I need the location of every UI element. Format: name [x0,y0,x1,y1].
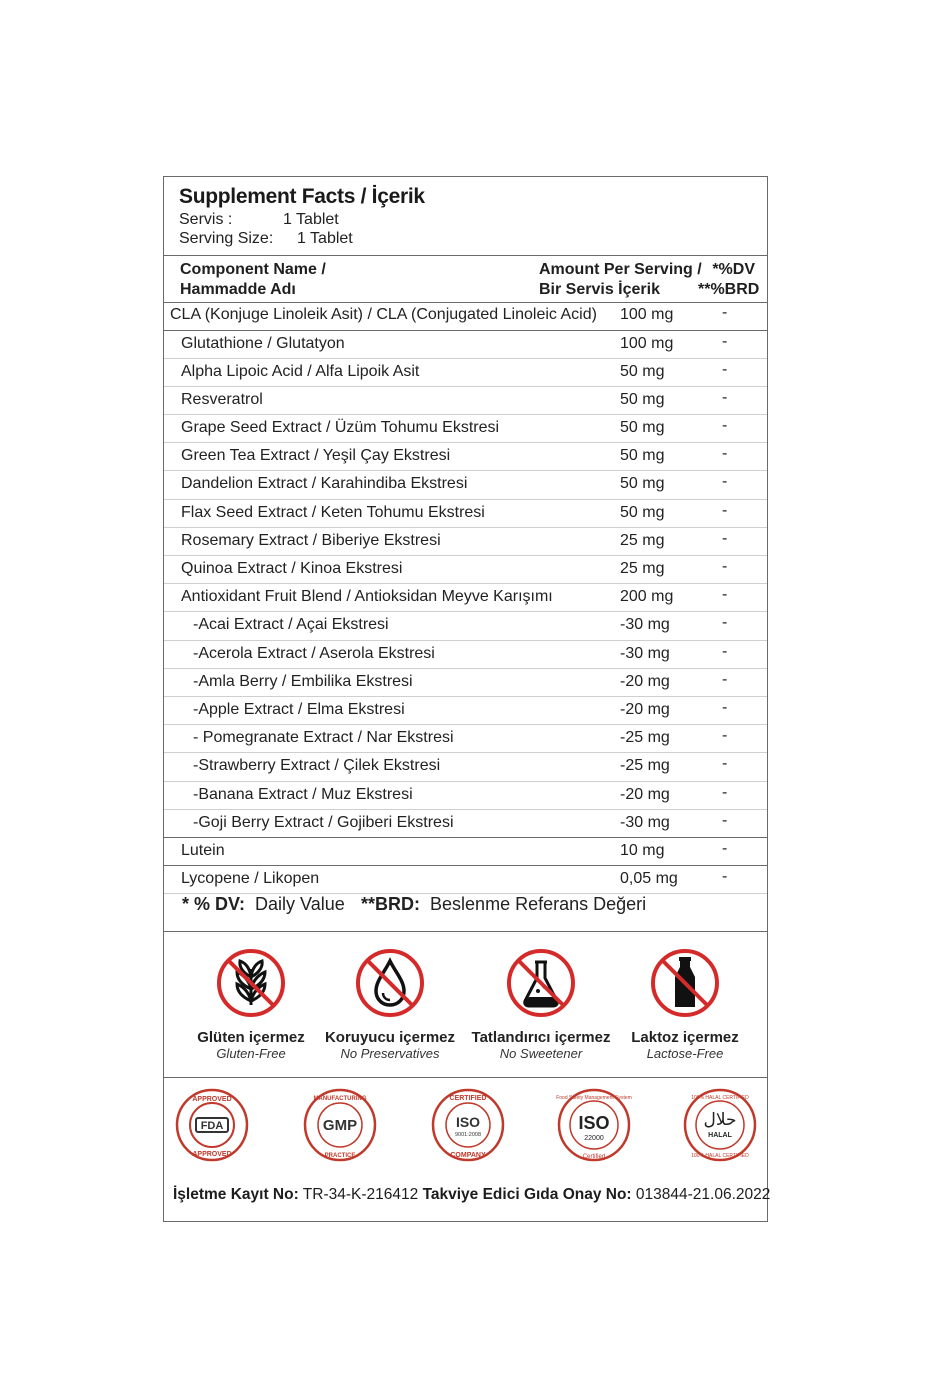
registration-footer [173,1186,770,1204]
table-row [164,387,767,415]
column-dv-line2: **%BRD [698,281,760,298]
legend-brd-key: **BRD: [361,894,421,914]
ingredient-dv: - [722,473,728,491]
halal-seal-icon [682,1087,758,1168]
svg-text:GMP: GMP [322,1117,358,1134]
svg-text:9001:2008: 9001:2008 [455,1132,481,1138]
no-preservatives-icon [354,947,426,1019]
svg-text:ISO: ISO [455,1114,481,1130]
ingredient-name: Rosemary Extract / Biberiye Ekstresi [181,531,441,549]
lactose-free-tr: Laktoz içermez [631,1029,739,1046]
svg-text:Food Safety Management System: Food Safety Management System [556,1095,632,1101]
table-row [164,725,767,753]
approval-value: 013844-21.06.2022 [635,1186,771,1203]
column-name-line2: Hammadde Adı [180,281,296,298]
no-sweetener-icon [505,947,577,1019]
ingredient-name: Quinoa Extract / Kinoa Ekstresi [181,560,403,577]
ingredient-amount: -30 mg [620,813,670,831]
table-row [164,810,767,838]
svg-text:PRACTICE: PRACTICE [324,1153,356,1159]
legend-brd-text: Beslenme Referans Değeri [430,894,647,914]
svg-text:CERTIFIED: CERTIFIED [449,1095,487,1102]
ingredient-dv: - [722,388,728,406]
ingredient-amount: 50 mg [620,390,665,408]
fda-approved-seal-icon [174,1087,250,1168]
table-row [164,415,767,443]
ingredient-name: -Amla Berry / Embilika Ekstresi [193,672,413,690]
ingredient-name: -Goji Berry Extract / Gojiberi Ekstresi [193,813,454,831]
ingredient-dv: - [722,501,728,519]
ingredient-amount: 50 mg [620,362,665,380]
legend [164,881,767,932]
ingredient-name: Lycopene / Likopen [181,870,320,888]
svg-text:ISO: ISO [578,1113,610,1133]
ingredient-name: Flax Seed Extract / Keten Tohumu Ekstresi [181,503,485,521]
lactose-free-en: Lactose-Free [646,1046,724,1061]
ingredient-name: Alpha Lipoic Acid / Alfa Lipoik Asit [181,362,420,380]
ingredient-dv: - [722,586,728,604]
ingredient-name: Lutein [181,841,225,859]
table-row [164,838,767,866]
ingredient-amount: -25 mg [620,757,670,775]
table-row [164,612,767,640]
reg-value: TR-34-K-216412 [302,1186,419,1203]
column-dv-line1: *%DV [712,261,755,278]
table-row [164,753,767,781]
ingredient-dv: - [722,360,728,378]
table-row [164,528,767,556]
ingredient-name: CLA (Konjuge Linoleik Asit) / CLA (Conjugated Linoleic Acid) [170,306,597,323]
ingredient-amount: -25 mg [620,729,670,747]
table-row [164,302,767,331]
ingredient-amount: 50 mg [620,503,665,521]
ingredient-dv: - [722,727,728,745]
svg-text:حلال: حلال [703,1110,737,1130]
column-name-header [180,260,326,300]
no-sweetener-tr: Tatlandırıcı içermez [471,1029,611,1046]
ingredient-dv: - [722,811,728,829]
gluten-free-en: Gluten-Free [216,1046,286,1061]
ingredient-amount: 100 mg [620,306,674,323]
column-dv-header [698,260,760,300]
column-amount-line2: Bir Servis İçerik [539,281,660,298]
column-amount-header [539,260,702,300]
no-preservatives-tr: Koruyucu içermez [324,1029,456,1046]
table-row [164,641,767,669]
ingredient-name: Glutathione / Glutatyon [181,334,345,352]
serving-size-value: 1 Tablet [297,230,353,247]
no-sweetener-badge [466,947,616,1061]
table-row [164,500,767,528]
legend-dv-key: * % DV: [182,894,246,914]
no-gluten-icon [215,947,287,1019]
table-row [164,471,767,499]
ingredient-dv: - [722,332,728,350]
servis-label: Servis : [179,211,233,228]
ingredient-name: -Banana Extract / Muz Ekstresi [193,785,413,803]
table-row [164,697,767,725]
ingredient-dv: - [722,755,728,773]
facts-header [164,177,767,256]
lactose-free-badge [610,947,760,1061]
ingredient-dv: - [722,642,728,660]
table-row [164,359,767,387]
ingredient-amount: -20 mg [620,672,670,690]
no-preservatives-badge [315,947,465,1061]
ingredient-amount: 25 mg [620,531,665,549]
ingredient-dv: - [722,868,728,886]
ingredient-dv: - [722,445,728,463]
approval-label: Takviye Edici Gıda Onay No: [422,1186,632,1203]
ingredient-name: Resveratrol [181,390,263,408]
ingredient-dv: - [722,529,728,547]
gluten-free-tr: Glüten içermez [197,1029,305,1046]
gluten-free-badge [176,947,326,1061]
serving-size-label: Serving Size: [179,230,274,247]
table-row [164,782,767,810]
ingredient-name: -Strawberry Extract / Çilek Ekstresi [193,757,441,775]
ingredient-dv: - [722,839,728,857]
ingredient-name: -Acerola Extract / Aserola Ekstresi [193,644,435,662]
column-name-line1: Component Name / [180,261,326,278]
svg-text:100% HALAL CERTIFIED: 100% HALAL CERTIFIED [691,1153,749,1159]
iso-22000-seal-icon [556,1087,632,1168]
ingredient-amount: 100 mg [620,334,674,352]
ingredient-name: Antioxidant Fruit Blend / Antioksidan Meyve Karışımı [181,588,553,606]
table-row [164,669,767,697]
ingredient-dv: - [722,417,728,435]
svg-text:22000: 22000 [584,1135,604,1142]
certification-seals [164,1077,767,1177]
iso-9001-seal-icon [430,1087,506,1168]
legend-brd [361,894,646,915]
ingredient-dv: - [722,698,728,716]
ingredient-dv: - [722,783,728,801]
ingredient-amount: 25 mg [620,560,665,577]
servis-value: 1 Tablet [283,211,339,228]
svg-text:COMPANY: COMPANY [450,1152,486,1159]
svg-text:Certified: Certified [582,1154,606,1160]
svg-text:MANUFACTURING: MANUFACTURING [313,1096,367,1102]
column-header [164,255,767,303]
ingredient-dv: - [722,670,728,688]
ingredient-amount: 0,05 mg [620,870,678,888]
no-lactose-icon [649,947,721,1019]
ingredient-amount: 200 mg [620,588,674,606]
ingredient-name: -Acai Extract / Açai Ekstresi [193,616,389,634]
page-title: Supplement Facts / İçerik [179,185,425,208]
ingredient-name: - Pomegranate Extract / Nar Ekstresi [193,729,454,747]
svg-text:FDA: FDA [200,1120,224,1132]
servis-row [179,211,339,229]
ingredient-dv: - [722,614,728,632]
svg-text:100% HALAL CERTIFIED: 100% HALAL CERTIFIED [691,1095,749,1101]
no-sweetener-en: No Sweetener [499,1046,583,1061]
serving-size-row [179,230,353,248]
table-row [164,556,767,584]
reg-label: İşletme Kayıt No: [173,1186,299,1203]
ingredient-amount: 50 mg [620,419,665,437]
free-from-icons [164,931,767,1078]
ingredient-amount: -20 mg [620,785,670,803]
table-row [164,443,767,471]
ingredient-name: Dandelion Extract / Karahindiba Ekstresi [181,475,468,493]
svg-text:APPROVED: APPROVED [192,1151,232,1158]
column-amount-line1: Amount Per Serving / [539,261,702,278]
legend-dv-text: Daily Value [255,894,345,914]
ingredient-amount: -20 mg [620,700,670,718]
ingredient-dv: - [722,558,728,575]
supplement-facts-panel [163,176,771,1222]
table-row [164,584,767,612]
ingredient-amount: 10 mg [620,841,665,859]
no-preservatives-en: No Preservatives [340,1046,440,1061]
ingredient-table [164,302,767,894]
svg-text:HALAL: HALAL [708,1132,732,1139]
svg-text:APPROVED: APPROVED [192,1096,232,1103]
ingredient-amount: 50 mg [620,447,665,465]
gmp-seal-icon [302,1087,378,1168]
ingredient-dv: - [722,304,728,321]
table-row [164,331,767,359]
ingredient-amount: -30 mg [620,644,670,662]
ingredient-name: Grape Seed Extract / Üzüm Tohumu Ekstresi [181,419,500,437]
legend-dv [182,894,345,915]
ingredient-name: -Apple Extract / Elma Ekstresi [193,700,405,718]
ingredient-amount: -30 mg [620,616,670,634]
ingredient-amount: 50 mg [620,475,665,493]
ingredient-name: Green Tea Extract / Yeşil Çay Ekstresi [181,447,451,465]
